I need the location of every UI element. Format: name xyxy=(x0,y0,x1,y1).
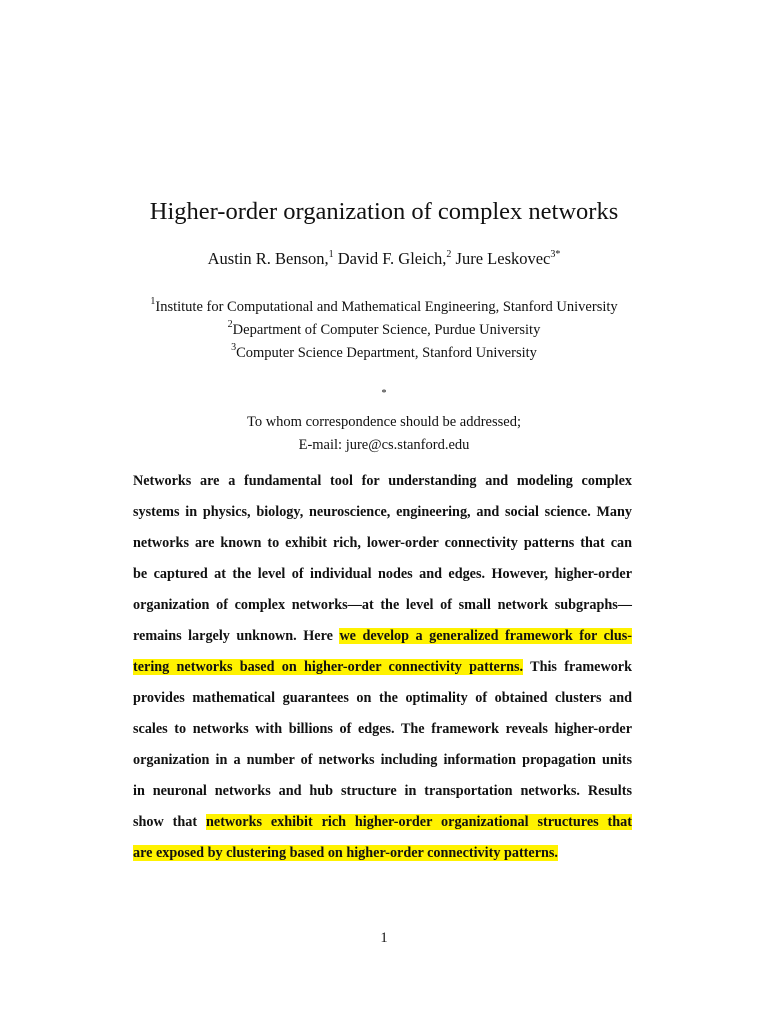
abstract-line: in neuronal networks and hub structure in transportation networks. Results xyxy=(133,783,632,799)
abstract-line: show that networks exhibit rich higher-order organizational structures that xyxy=(133,814,632,830)
affiliation: $^3$Computer Science Department, Stanford University xyxy=(231,342,537,361)
abstract-line: provides mathematical guarantees on the optimality of obtained clusters and xyxy=(133,690,632,706)
page-number: 1 xyxy=(380,930,388,946)
abstract-line: networks are known to exhibit rich, lower-order connectivity patterns that can xyxy=(133,535,632,551)
author-affiliation-mark: 3* xyxy=(550,248,561,260)
author-affiliation-mark: 2 xyxy=(446,248,452,260)
correspondence-note: * To whom correspondence should be addressed; E-mail: jure@cs.stanford.edu xyxy=(0,388,768,457)
correspondence-email: E-mail: jure@cs.stanford.edu xyxy=(298,437,470,453)
abstract-line: organization in a number of networks including information propagation units xyxy=(133,752,632,768)
author-affiliation-mark: 1 xyxy=(328,248,334,260)
abstract-line: systems in physics, biology, neuroscience, engineering, and social science. Many xyxy=(133,504,632,520)
author-list xyxy=(0,248,768,270)
affiliation: $^2$Department of Computer Science, Purdue University xyxy=(227,319,541,338)
paper-title: Higher-order organization of complex networks xyxy=(149,198,619,225)
affiliation: $^1$Institute for Computational and Mathematical Engineering, Stanford University xyxy=(150,296,618,315)
highlighted-text: are exposed by clustering based on higher-order connectivity patterns. xyxy=(133,845,558,861)
abstract-line: remains largely unknown. Here we develop a generalized framework for clus- xyxy=(133,628,632,644)
abstract-line xyxy=(133,838,632,869)
affiliation-list xyxy=(0,296,768,365)
author-name: Jure Leskovec xyxy=(455,249,551,268)
abstract xyxy=(133,466,632,869)
abstract-line: Networks are a fundamental tool for understanding and modeling complex xyxy=(133,473,632,489)
highlighted-text: tering networks based on higher-order connectivity patterns. xyxy=(133,659,524,675)
abstract-line: tering networks based on higher-order connectivity patterns. This framework xyxy=(133,659,632,675)
highlighted-text: we develop a generalized framework for clus- xyxy=(339,628,632,644)
author-name: David F. Gleich, xyxy=(337,249,447,268)
abstract-line: scales to networks with billions of edges. The framework reveals higher-order xyxy=(133,721,632,737)
author-name: Austin R. Benson, xyxy=(207,249,329,268)
abstract-line: organization of complex networks—at the level of small network subgraphs— xyxy=(133,597,632,613)
highlighted-text: networks exhibit rich higher-order organizational structures that xyxy=(206,814,632,830)
abstract-line: be captured at the level of individual nodes and edges. However, higher-order xyxy=(133,566,632,582)
